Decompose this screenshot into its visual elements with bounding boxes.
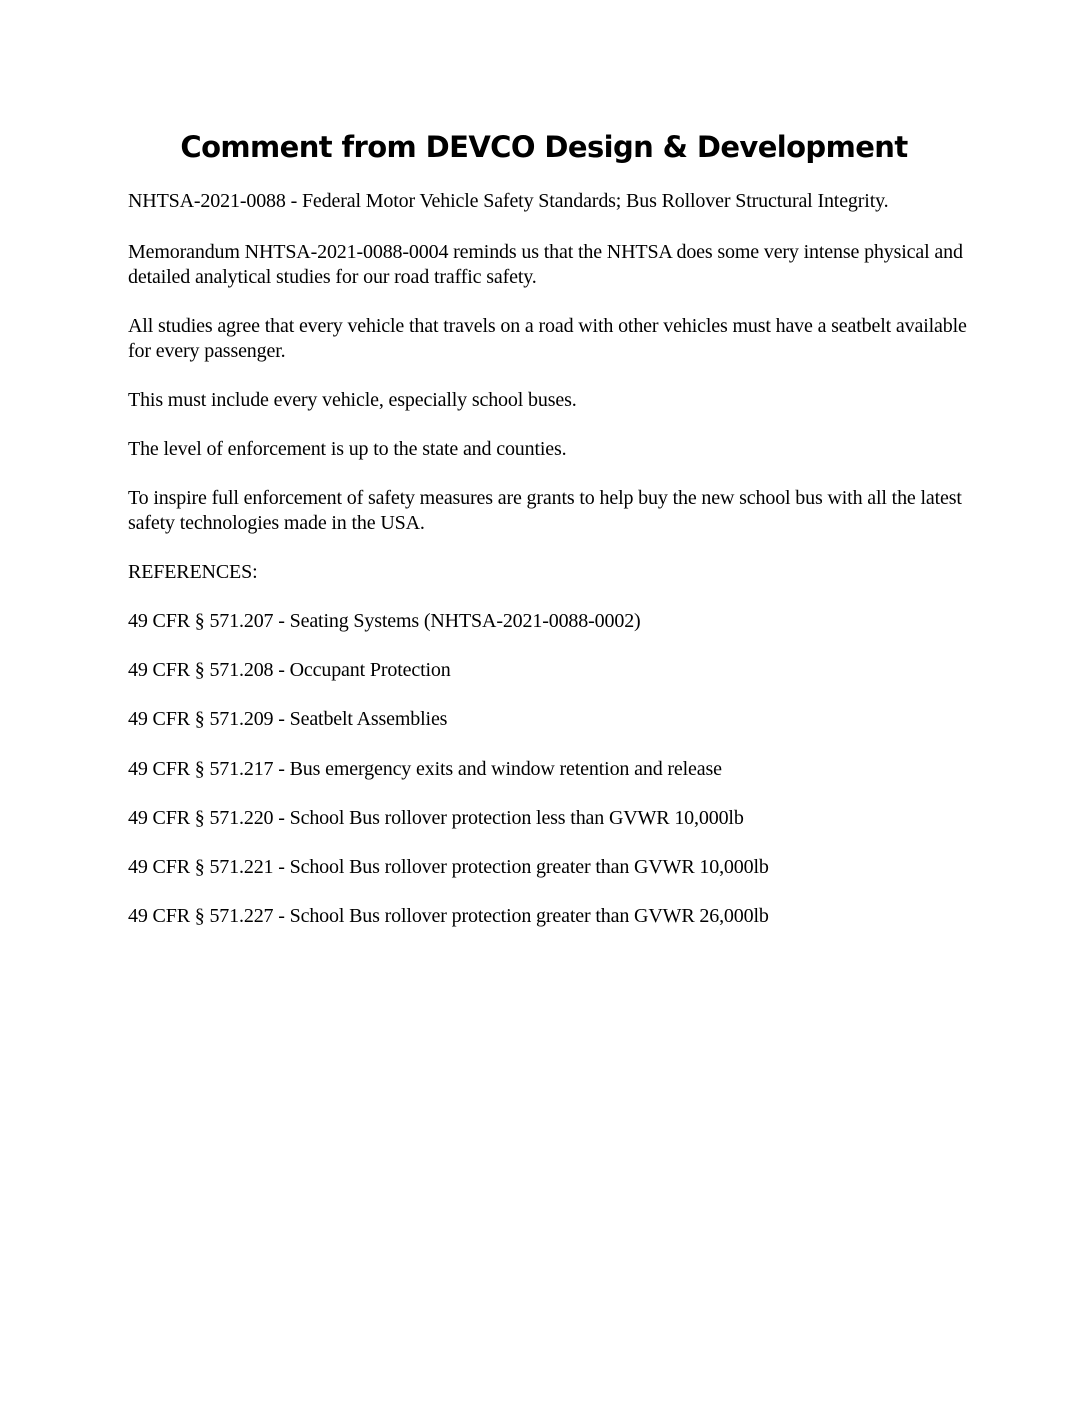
studies-paragraph: All studies agree that every vehicle that travels on a road with other vehicles must have a seatbelt available for every passenger.: [128, 315, 967, 362]
enforcement-paragraph: The level of enforcement is up to the state and counties.: [128, 438, 567, 460]
reference-item: 49 CFR § 571.227 - School Bus rollover protection greater than GVWR 26,000lb: [128, 905, 769, 927]
reference-item: 49 CFR § 571.220 - School Bus rollover protection less than GVWR 10,000lb: [128, 807, 744, 829]
reference-item: 49 CFR § 571.207 - Seating Systems (NHTSA-2021-0088-0002): [128, 610, 641, 632]
document-title: Comment from DEVCO Design & Development: [180, 130, 908, 164]
reference-item: 49 CFR § 571.217 - Bus emergency exits and window retention and release: [128, 758, 722, 780]
memorandum-paragraph: Memorandum NHTSA-2021-0088-0004 reminds us that the NHTSA does some very intense physical and detailed analytical studies for our road traffic safety.: [128, 241, 963, 288]
docket-line: NHTSA-2021-0088 - Federal Motor Vehicle Safety Standards; Bus Rollover Structural Integrity.: [128, 190, 889, 212]
references-heading: REFERENCES:: [128, 561, 258, 583]
school-buses-paragraph: This must include every vehicle, especially school buses.: [128, 389, 577, 411]
reference-item: 49 CFR § 571.209 - Seatbelt Assemblies: [128, 708, 448, 730]
grants-paragraph: To inspire full enforcement of safety measures are grants to help buy the new school bus with all the latest safety technologies made in the USA.: [128, 487, 962, 534]
reference-item: 49 CFR § 571.221 - School Bus rollover protection greater than GVWR 10,000lb: [128, 856, 769, 878]
reference-item: 49 CFR § 571.208 - Occupant Protection: [128, 659, 451, 681]
